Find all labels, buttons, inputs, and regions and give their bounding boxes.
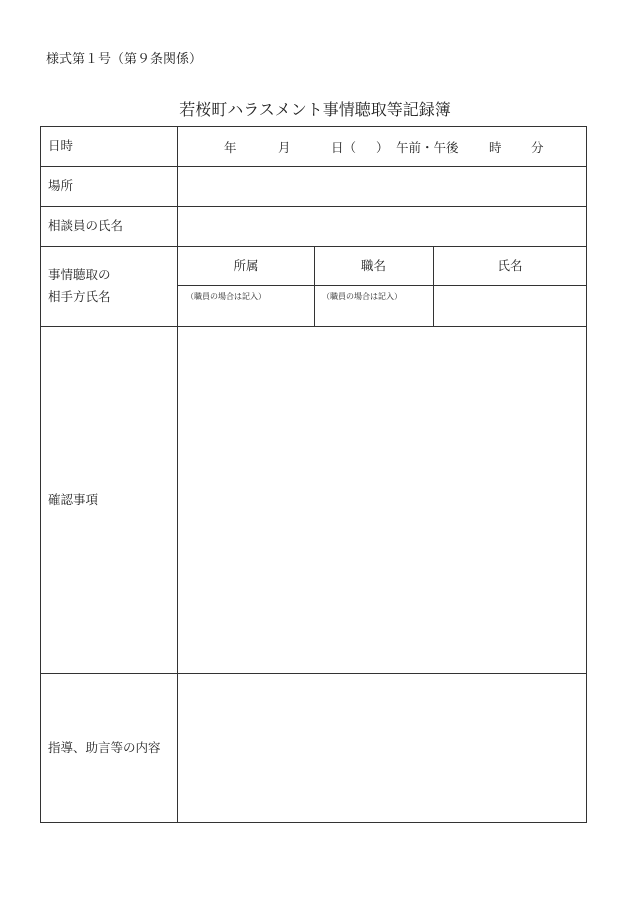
- interviewee-label-line1: 事情聴取の: [48, 267, 111, 282]
- place-input-area[interactable]: [178, 167, 586, 206]
- affiliation-input-area[interactable]: [178, 301, 313, 325]
- weekday-paren-close: ）: [376, 140, 389, 155]
- day-field[interactable]: 日（: [331, 140, 357, 155]
- interviewee-label-line2: 相手方氏名: [48, 289, 111, 304]
- guidance-label: 指導、助言等の内容: [48, 740, 161, 755]
- year-field[interactable]: 年: [224, 140, 237, 155]
- page-title: 若桜町ハラスメント事情聴取等記録簿: [179, 100, 451, 119]
- form-number: 様式第１号（第９条関係）: [46, 52, 203, 67]
- name-header: 氏名: [497, 258, 523, 273]
- position-note: （職員の場合は記入）: [322, 292, 402, 301]
- counselor-input-area[interactable]: [178, 207, 586, 246]
- place-label: 場所: [48, 178, 74, 193]
- confirmations-label: 確認事項: [48, 492, 99, 507]
- affiliation-header: 所属: [233, 258, 259, 273]
- position-input-area[interactable]: [315, 301, 432, 325]
- name-input-area[interactable]: [434, 286, 586, 325]
- minute-field[interactable]: 分: [531, 140, 544, 155]
- datetime-label: 日時: [48, 138, 74, 153]
- month-field[interactable]: 月: [278, 140, 291, 155]
- hour-field[interactable]: 時: [489, 140, 502, 155]
- guidance-input-area[interactable]: [178, 674, 586, 822]
- ampm-field[interactable]: 午前・午後: [396, 140, 459, 155]
- position-header: 職名: [360, 258, 386, 273]
- affiliation-note: （職員の場合は記入）: [186, 292, 266, 301]
- confirmations-input-area[interactable]: [178, 327, 586, 673]
- counselor-label: 相談員の氏名: [48, 218, 124, 233]
